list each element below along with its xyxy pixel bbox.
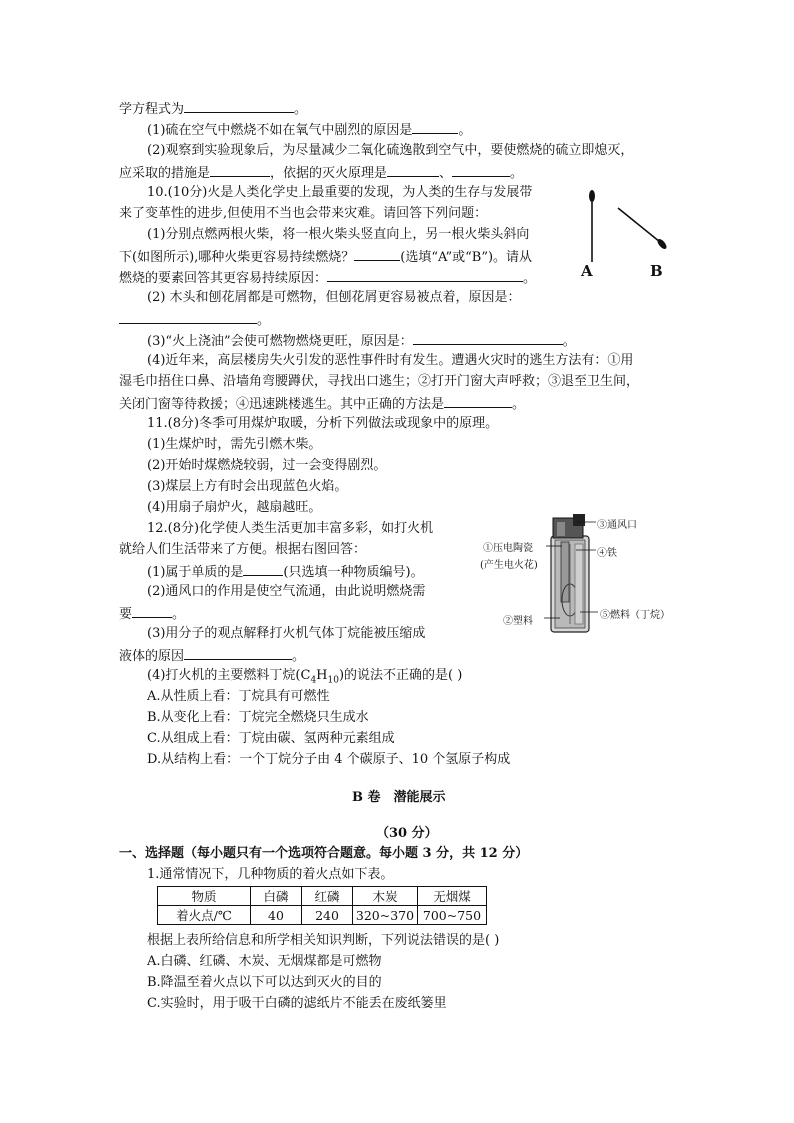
- table-cell: 40: [251, 906, 302, 925]
- option-d: D.从结构上看：一个丁烷分子由 4 个碳原子、10 个氢原子构成: [147, 752, 511, 767]
- answer-blank: [444, 394, 512, 408]
- option-c: C.从组成上看：丁烷由碳、氢两种元素组成: [147, 731, 395, 746]
- answer-blank: [184, 99, 294, 113]
- text-line: 要 。: [119, 604, 185, 624]
- question-10: 10.(10分)火是人类化学史上最重要的发现，为人类的生存与发展带: [147, 185, 533, 200]
- answer-blank: [327, 268, 523, 282]
- text-line: (2)观察到实验现象后，为尽量减少二氧化硫逸散到空气中，要使燃烧的硫立即熄灭，: [147, 143, 634, 158]
- text-line: 关闭门窗等待救援；④迅速跳楼逃生。其中正确的方法是 。: [119, 394, 525, 414]
- text-line: 。: [119, 310, 270, 330]
- answer-blank: [412, 120, 458, 134]
- answer-blank: [119, 310, 257, 324]
- table-cell: 红磷: [302, 887, 353, 906]
- table-cell: 320~370: [353, 906, 418, 925]
- match-b-stick: [618, 208, 660, 242]
- text-line: 来了变革性的进步,但使用不当也会带来灾难。请回答下列问题：: [119, 206, 488, 221]
- option-b: B.降温至着火点以下可以达到灭火的目的: [147, 975, 382, 990]
- lighter-label-ceramic: ①压电陶瓷: [483, 543, 533, 554]
- table-cell: 白磷: [251, 887, 302, 906]
- match-a-head: [589, 190, 595, 202]
- answer-blank: [132, 604, 172, 618]
- section-b-score: （30 分）: [376, 826, 438, 841]
- text-line: (4)近年来，高层楼房失火引发的恶性事件时有发生。遭遇火灾时的逃生方法有：①用: [147, 353, 634, 368]
- question-b1: 1.通常情况下，几种物质的着火点如下表。: [147, 867, 394, 882]
- answer-blank: [184, 646, 292, 660]
- match-a-label: A: [581, 262, 593, 280]
- text-line: (2)通风口的作用是使空气流通，由此说明燃烧需: [147, 584, 426, 599]
- text-line: 液体的原因 。: [119, 646, 305, 666]
- option-b: B.从变化上看：丁烷完全燃烧只生成水: [147, 710, 369, 725]
- text-line: (3)“火上浇油”会使可燃物燃烧更旺，原因是： 。: [147, 331, 576, 351]
- part-one-heading: 一、选择题（每小题只有一个选项符合题意。每小题 3 分，共 12 分）: [119, 846, 529, 861]
- answer-blank: [387, 163, 439, 177]
- text-line: (1)分别点燃两根火柴，将一根火柴头竖直向上，另一根火柴头斜向: [147, 227, 530, 242]
- table-cell: 物质: [158, 887, 251, 906]
- table-cell: 240: [302, 906, 353, 925]
- lighter-label-fuel: ⑤燃料（丁烷）: [600, 610, 670, 621]
- lighter-label-plastic: ②塑料: [503, 616, 533, 627]
- ignition-table: [157, 886, 487, 925]
- table-cell: 700~750: [418, 906, 487, 925]
- table-header-row: [158, 887, 487, 906]
- text-line: 学方程式为 。: [119, 99, 307, 119]
- table-cell: 木炭: [353, 887, 418, 906]
- text-line: (4)打火机的主要燃料丁烷$(C_4H_{10})$的说法不正确的是( ): [147, 668, 463, 686]
- table-cell: 无烟煤: [418, 887, 487, 906]
- option-a: A.白磷、红磷、木炭、无烟煤都是可燃物: [147, 954, 382, 969]
- answer-blank: [413, 331, 563, 345]
- text-line: 下(如图所示),哪种火柴更容易持续燃烧？ (选填“A”或“B”)。请从: [119, 247, 532, 267]
- text-line: (3)用分子的观点解释打火机气体丁烷能被压缩成: [147, 626, 426, 641]
- answer-blank: [243, 562, 283, 576]
- match-b-label: B: [650, 262, 663, 280]
- text-line: (1)属于单质的是 (只选填一种物质编号)。: [147, 562, 424, 582]
- option-a: A.从性质上看：丁烷具有可燃性: [147, 689, 330, 704]
- text-line: (2) 木头和刨花屑都是可燃物，但刨花屑更容易被点着，原因是：: [147, 290, 521, 305]
- option-c: C.实验时，用于吸干白磷的滤纸片不能丢在废纸篓里: [147, 996, 447, 1011]
- lighter-label-iron: ④铁: [597, 548, 617, 559]
- text-line: (3)煤层上方有时会出现蓝色火焰。: [147, 479, 348, 494]
- text-line: (4)用扇子扇炉火，越扇越旺。: [147, 500, 322, 515]
- text-line: 应采取的措施是 ，依据的灭火原理是 、 。: [119, 163, 523, 183]
- table-cell: 着火点/℃: [158, 906, 251, 925]
- text-line: 根据上表所给信息和所学相关知识判断，下列说法错误的是( ): [147, 933, 500, 948]
- lighter-label-vent: ③通风口: [597, 520, 637, 531]
- matches-figure: [578, 184, 678, 284]
- text-line: (1)硫在空气中燃烧不如在氧气中剧烈的原因是 。: [147, 120, 471, 140]
- text-line: (2)开始时煤燃烧较弱，过一会变得剧烈。: [147, 458, 387, 473]
- answer-blank: [452, 163, 510, 177]
- question-11: 11.(8分)冬季可用煤炉取暖，分析下列做法或现象中的原理。: [147, 416, 499, 431]
- answer-blank: [354, 247, 400, 261]
- text-line: (1)生煤炉时，需先引燃木柴。: [147, 437, 322, 452]
- lighter-label-spark: (产生电火花): [480, 560, 538, 571]
- text-line: 就给人们生活带来了方便。根据右图回答：: [119, 542, 367, 557]
- text-line: 湿毛巾捂住口鼻、沿墙角弯腰蹲伏，寻找出口逃生；②打开门窗大声呼救；③退至卫生间，: [119, 374, 640, 389]
- section-b-title: B 卷 潜能展示: [352, 790, 446, 805]
- text-line: 燃烧的要素回答其更容易持续原因： 。: [119, 268, 536, 288]
- table-row: [158, 906, 487, 925]
- question-12: 12.(8分)化学使人类生活更加丰富多彩，如打火机: [147, 521, 434, 536]
- answer-blank: [210, 163, 270, 177]
